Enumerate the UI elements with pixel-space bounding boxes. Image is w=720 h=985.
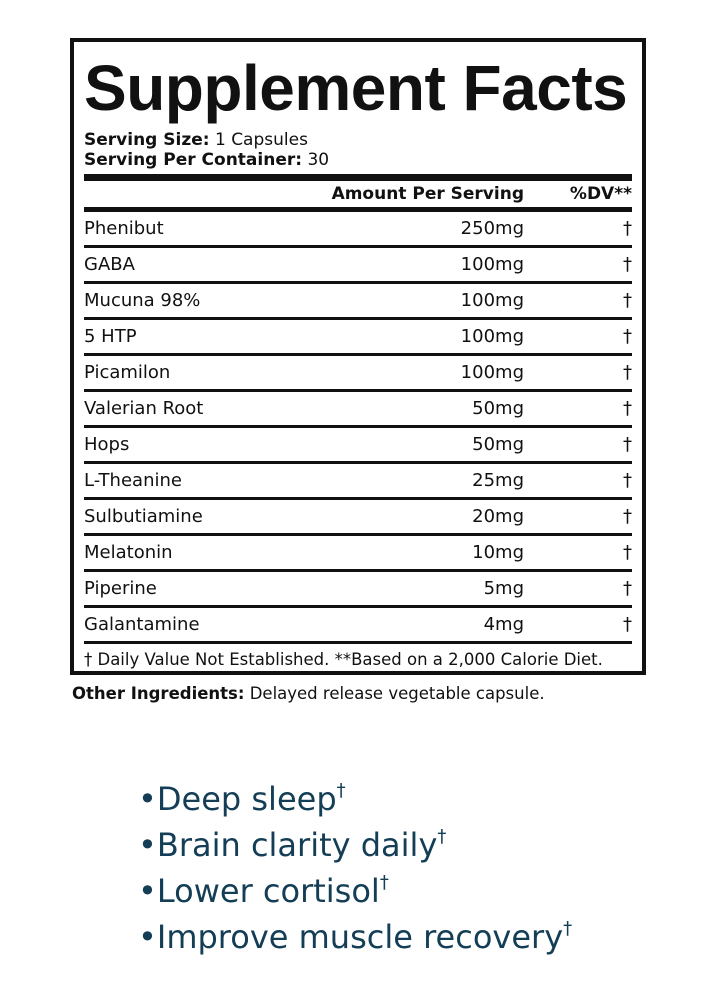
- ingredient-name: Picamilon: [84, 362, 171, 383]
- ingredient-row: [84, 464, 632, 500]
- ingredient-amount: 50mg: [472, 434, 524, 455]
- ingredient-dv: †: [623, 578, 632, 599]
- supplement-facts-panel: [70, 38, 646, 675]
- ingredient-dv: †: [623, 326, 632, 347]
- ingredient-dv: †: [623, 506, 632, 527]
- ingredient-amount: 100mg: [460, 326, 524, 347]
- panel-title: Supplement Facts: [84, 52, 628, 124]
- benefits-list: [138, 776, 572, 960]
- ingredient-row: [84, 428, 632, 464]
- ingredient-dv: †: [623, 434, 632, 455]
- column-header-row: [84, 181, 632, 207]
- column-header-amount: Amount Per Serving: [331, 184, 524, 204]
- servings-per-container-label: Serving Per Container:: [84, 150, 303, 170]
- ingredient-dv: †: [623, 290, 632, 311]
- ingredient-name: L-Theanine: [84, 470, 182, 491]
- ingredient-amount: 100mg: [460, 254, 524, 275]
- serving-size-line: [84, 130, 632, 150]
- ingredient-name: Valerian Root: [84, 398, 204, 419]
- benefit-dagger: †: [336, 780, 346, 801]
- thick-divider: [84, 174, 632, 181]
- benefit-dagger: †: [437, 826, 447, 847]
- ingredient-dv: †: [623, 362, 632, 383]
- serving-info: [84, 130, 632, 170]
- servings-per-container-line: [84, 150, 632, 170]
- ingredient-name: 5 HTP: [84, 326, 137, 347]
- ingredient-row: [84, 284, 632, 320]
- benefit-item: [138, 776, 572, 822]
- other-ingredients-label: Other Ingredients:: [72, 684, 245, 703]
- ingredient-row: [84, 608, 632, 644]
- ingredient-amount: 50mg: [472, 398, 524, 419]
- ingredient-name: Galantamine: [84, 614, 200, 635]
- ingredient-row: [84, 356, 632, 392]
- benefit-text: •Lower cortisol: [138, 872, 380, 910]
- ingredient-amount: 100mg: [460, 362, 524, 383]
- ingredient-dv: †: [623, 254, 632, 275]
- ingredient-name: Melatonin: [84, 542, 173, 563]
- ingredient-name: GABA: [84, 254, 135, 275]
- servings-per-container-value: 30: [307, 150, 330, 170]
- serving-size-label: Serving Size:: [84, 130, 210, 150]
- ingredient-amount: 5mg: [483, 578, 524, 599]
- ingredient-row: [84, 212, 632, 248]
- ingredient-amount: 10mg: [472, 542, 524, 563]
- ingredient-amount: 25mg: [472, 470, 524, 491]
- ingredient-row: [84, 248, 632, 284]
- benefit-text: •Improve muscle recovery: [138, 918, 564, 956]
- ingredient-row: [84, 536, 632, 572]
- benefit-dagger: †: [563, 918, 573, 939]
- ingredient-name: Hops: [84, 434, 130, 455]
- ingredient-dv: †: [623, 470, 632, 491]
- ingredient-dv: †: [623, 542, 632, 563]
- column-header-dv: %DV**: [569, 184, 632, 204]
- benefit-dagger: †: [379, 872, 389, 893]
- ingredient-dv: †: [623, 218, 632, 239]
- ingredient-row: [84, 392, 632, 428]
- ingredient-row: [84, 572, 632, 608]
- benefit-text: •Brain clarity daily: [138, 826, 438, 864]
- benefit-text: •Deep sleep: [138, 780, 337, 818]
- ingredient-name: Mucuna 98%: [84, 290, 201, 311]
- ingredient-amount: 4mg: [483, 614, 524, 635]
- ingredient-amount: 250mg: [460, 218, 524, 239]
- ingredient-name: Piperine: [84, 578, 157, 599]
- other-ingredients: [72, 684, 545, 703]
- ingredient-row: [84, 320, 632, 356]
- ingredient-amount: 20mg: [472, 506, 524, 527]
- ingredient-name: Sulbutiamine: [84, 506, 203, 527]
- daily-value-footnote: † Daily Value Not Established. **Based on a 2,000 Calorie Diet.: [84, 650, 603, 669]
- benefit-item: [138, 822, 572, 868]
- ingredient-dv: †: [623, 398, 632, 419]
- other-ingredients-value: Delayed release vegetable capsule.: [249, 684, 545, 703]
- serving-size-value: 1 Capsules: [214, 130, 308, 150]
- benefit-item: [138, 868, 572, 914]
- ingredient-name: Phenibut: [84, 218, 164, 239]
- ingredient-dv: †: [623, 614, 632, 635]
- ingredient-row: [84, 500, 632, 536]
- benefit-item: [138, 914, 572, 960]
- ingredient-amount: 100mg: [460, 290, 524, 311]
